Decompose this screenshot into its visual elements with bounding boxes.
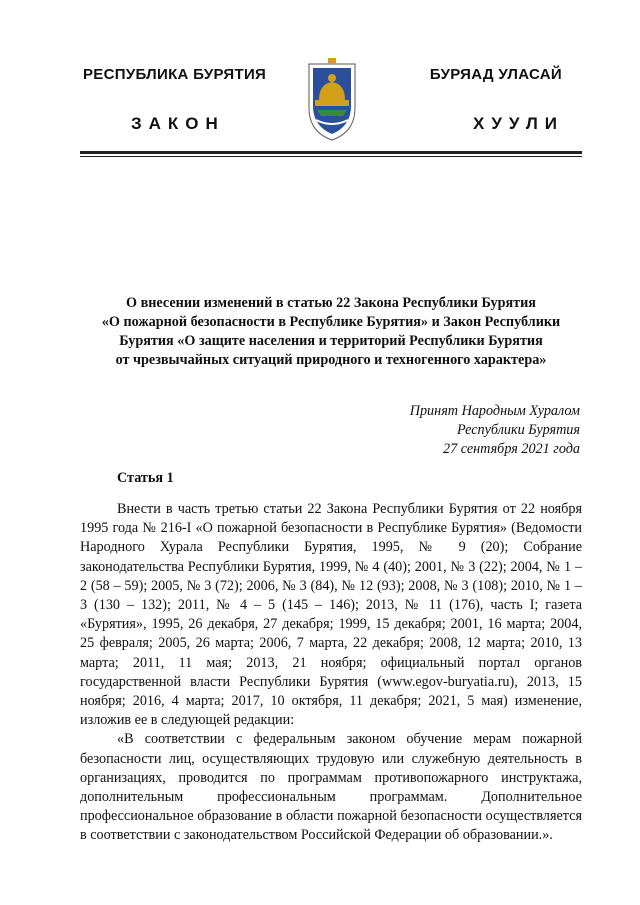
- adoption-line: Принят Народным Хуралом: [409, 403, 580, 419]
- title-line: от чрезвычайных ситуаций природного и техногенного характера»: [115, 352, 547, 368]
- adoption-line: 27 сентября 2021 года: [442, 441, 580, 457]
- header-divider-thin: [80, 156, 582, 157]
- header-republic-ru: РЕСПУБЛИКА БУРЯТИЯ: [83, 66, 267, 83]
- header-republic-bur: БУРЯАД УЛАСАЙ: [429, 66, 562, 83]
- article-paragraph: «В соответствии с федеральным законом обучение мерам пожарной безопасности лиц, осуществляющих трудовую или служебную деятельность в организациях, проводится по программам противопожарного инструктажа, дополнительным профессиональным программам. Дополнительное профессиональное образование в области пожарной безопасности осуществляется в соответствии с законодательством Российской Федерации об образовании.».: [80, 731, 582, 844]
- header-law-ru: ЗАКОН: [131, 114, 225, 133]
- title-line: О внесении изменений в статью 22 Закона Республики Бурятия: [126, 295, 536, 311]
- header-divider-thick: [80, 151, 582, 154]
- adoption-line: Республики Бурятия: [456, 422, 580, 438]
- title-line: «О пожарной безопасности в Республике Бурятия» и Закон Республики: [101, 314, 561, 330]
- coat-of-arms-icon: [305, 56, 359, 142]
- article-body: [80, 500, 582, 846]
- header-law-bur: ХУУЛИ: [473, 114, 564, 133]
- adoption-note: [320, 402, 580, 459]
- title-line: Бурятия «О защите населения и территорий Республики Бурятия: [119, 333, 543, 349]
- article-paragraph: Внести в часть третью статьи 22 Закона Республики Бурятия от 22 ноября 1995 года № 216-I «О пожарной безопасности в Республике Бурятия» (Ведомости Народного Хурала Республики Бурятия, 1995, № 9 (20); Собрание законодательства Республики Бурятия, 1999, № 4 (40); 2001, № 3 (22); 2004, № 1 – 2 (58 – 59); 2005, № 3 (72); 2006, № 3 (84), № 12 (93); 2008, № 3 (108); 2010, № 1 – 3 (130 – 132); 2011, № 4 – 5 (145 – 146); 2013, № 11 (176), часть I; газета «Бурятия», 1995, 26 декабря, 27 декабря; 1999, 15 декабря; 2001, 16 марта; 2004, 25 февраля; 2005, 26 марта; 2006, 7 марта, 22 декабря; 2008, 12 марта; 2010, 13 марта; 2011, 11 мая; 2013, 21 ноября; официальный портал органов государственной власти Республики Бурятия (www.egov-buryatia.ru), 2013, 15 ноября; 2016, 4 марта; 2017, 10 октября, 11 декабря; 2021, 5 мая) изменение, изложив ее в следующей редакции:: [80, 501, 582, 729]
- law-title: [80, 294, 582, 370]
- article-heading: Статья 1: [117, 470, 174, 486]
